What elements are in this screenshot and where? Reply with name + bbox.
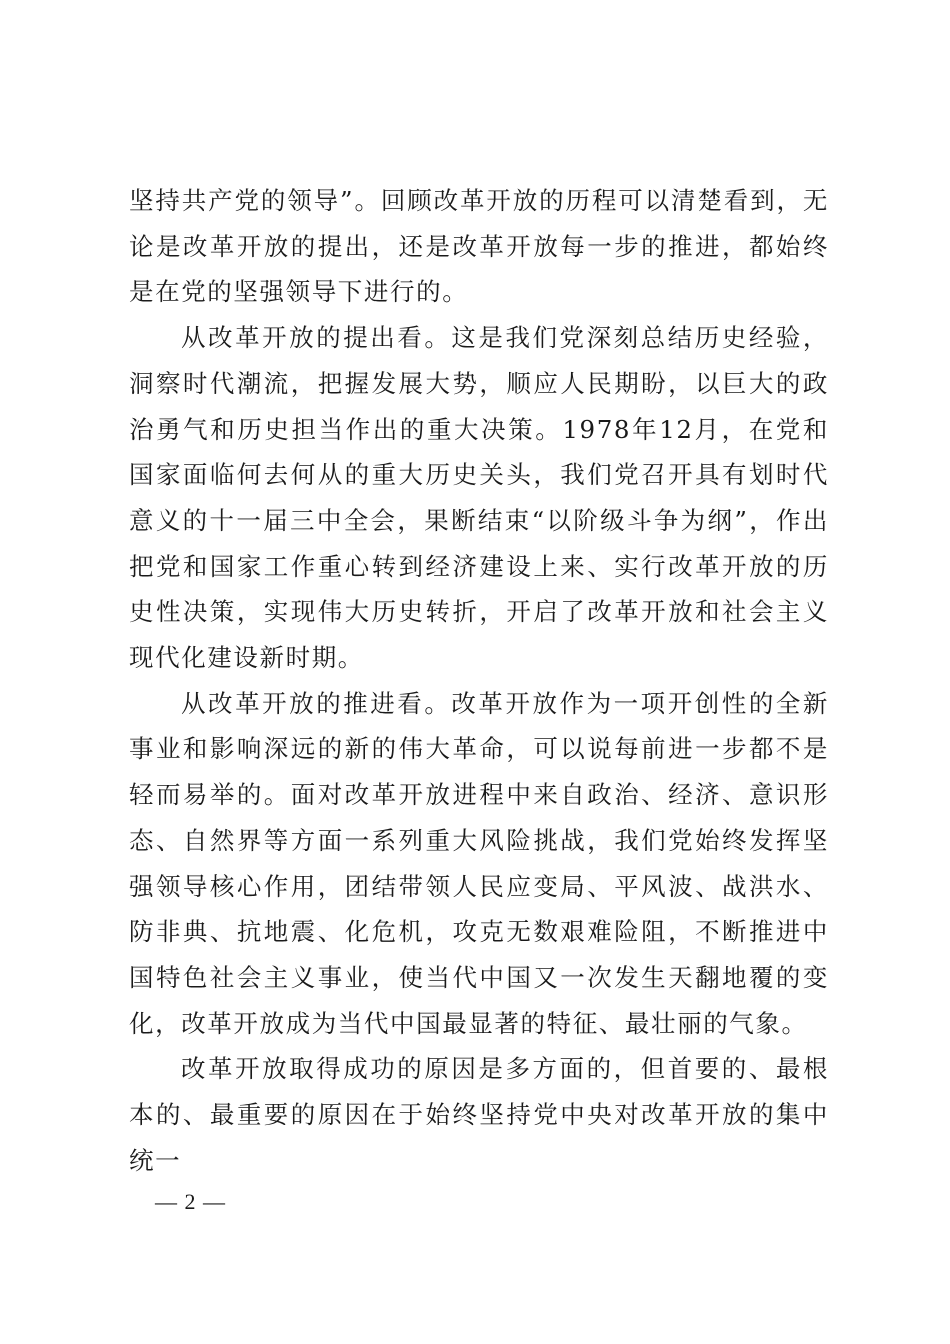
- page-number: — 2 —: [155, 1189, 226, 1214]
- body-text: [129, 178, 829, 1183]
- paragraph-advancement: 从改革开放的推进看。改革开放作为一项开创性的全新事业和影响深远的新的伟大革命，可以说每前进一步都不是轻而易举的。面对改革开放进程中来自政治、经济、意识形态、自然界等方面一系列重大风险挑战，我们党始终发挥坚强领导核心作用，团结带领人民应变局、平风波、战洪水、防非典、抗地震、化危机，攻克无数艰难险阻，不断推进中国特色社会主义事业，使当代中国又一次发生天翻地覆的变化，改革开放成为当代中国最显著的特征、最壮丽的气象。: [129, 688, 829, 1038]
- paragraph-proposal: 从改革开放的提出看。这是我们党深刻总结历史经验，洞察时代潮流，把握发展大势，顺应人民期盼，以巨大的政治勇气和历史担当作出的重大决策。1978年12月，在党和国家面临何去何从的重大历史关头，我们党召开具有划时代意义的十一届三中全会，果断结束“以阶级斗争为纲”，作出把党和国家工作重心转到经济建设上来、实行改革开放的历史性决策，实现伟大历史转折，开启了改革开放和社会主义现代化建设新时期。: [129, 323, 829, 673]
- paragraph-reasons: 改革开放取得成功的原因是多方面的，但首要的、最根本的、最重要的原因在于始终坚持党中央对改革开放的集中统一: [129, 1054, 829, 1175]
- paragraph-continuation: 坚持共产党的领导”。回顾改革开放的历程可以清楚看到，无论是改革开放的提出，还是改革开放每一步的推进，都始终是在党的坚强领导下进行的。: [129, 186, 829, 307]
